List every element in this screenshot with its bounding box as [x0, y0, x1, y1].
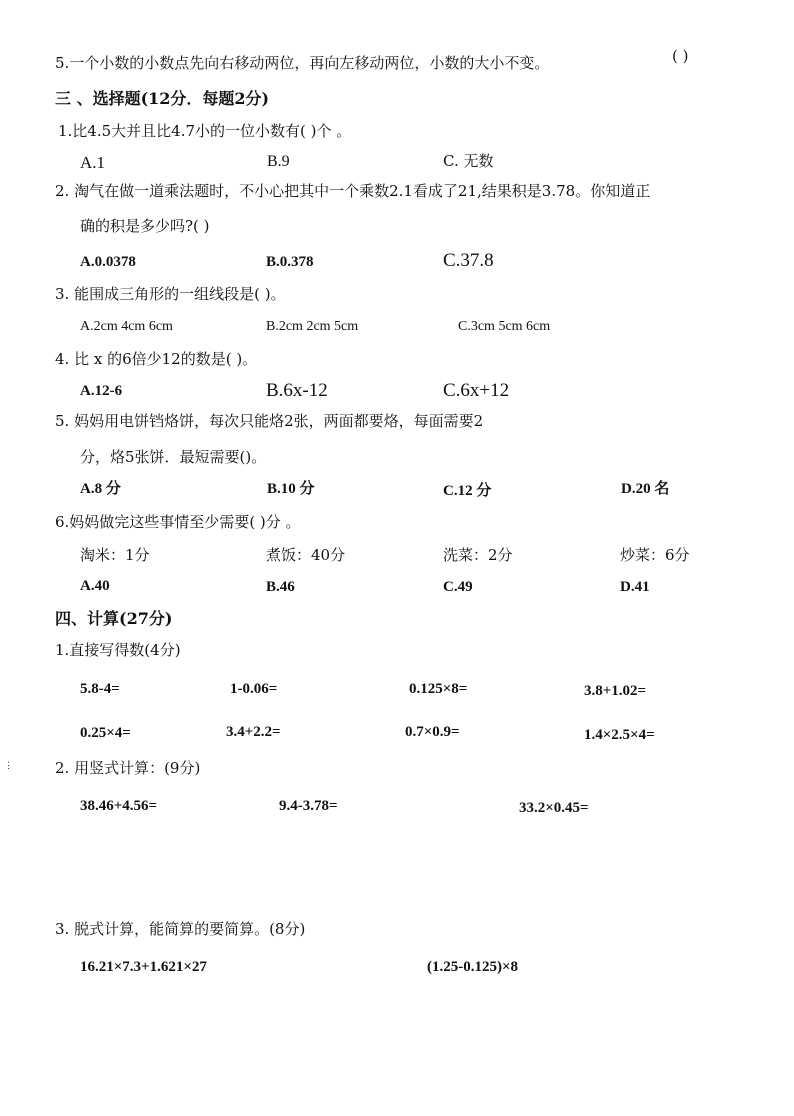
choice-q5-option-c: C.12 分	[443, 483, 492, 499]
choice-q4-option-a: A.12-6	[80, 383, 123, 399]
calc-expression: 3.4+2.2=	[226, 724, 281, 740]
choice-q5-stem: 5. 妈妈用电饼铛烙饼，每次只能烙2张，两面都要烙，每面需要2	[55, 412, 484, 430]
margin-mark: ⋮	[4, 761, 13, 771]
choice-q6-option-b: B.46	[266, 579, 295, 595]
task-item: 淘米：1分	[80, 546, 150, 564]
choice-q6-option-a: A.40	[80, 578, 110, 594]
calc-q1-stem: 1.直接写得数(4分)	[55, 641, 181, 659]
choice-q3-option-a: A.2cm 4cm 6cm	[80, 319, 173, 334]
task-item: 煮饭：40分	[266, 546, 346, 564]
choice-q6-option-d: D.41	[620, 579, 650, 595]
choice-q6-option-c: C.49	[443, 579, 473, 595]
section-title-calc: 四、计算(27分)	[55, 609, 173, 628]
calc-q2-stem: 2. 用竖式计算：(9分)	[55, 759, 201, 777]
task-item: 洗菜：2分	[443, 546, 513, 564]
calc-expression: 0.125×8=	[409, 681, 468, 697]
choice-q5-option-a: A.8 分	[80, 481, 121, 497]
calc-expression: 1-0.06=	[230, 681, 278, 697]
choice-q3-option-b: B.2cm 2cm 5cm	[266, 319, 359, 334]
tf-question-5: 5.一个小数的小数点先向右移动两位，再向左移动两位，小数的大小不变。	[55, 54, 550, 72]
choice-q4-option-c: C.6x+12	[443, 380, 510, 401]
choice-q4-stem: 4. 比 x 的6倍少12的数是( )。	[55, 350, 258, 368]
calc-expression: 0.7×0.9=	[405, 724, 460, 740]
choice-q1-option-b: B.9	[267, 153, 290, 170]
choice-q2-stem: 2. 淘气在做一道乘法题时，不小心把其中一个乘数2.1看成了21,结果积是3.78。你知道正	[55, 182, 651, 200]
section-title-choice: 三 、选择题(12分．每题2分)	[55, 89, 270, 108]
choice-q3-option-c: C.3cm 5cm 6cm	[458, 319, 551, 334]
choice-q2-option-c: C.37.8	[443, 250, 494, 271]
calc-expression: 3.8+1.02=	[584, 683, 647, 699]
choice-q5-option-d: D.20 名	[621, 481, 670, 497]
choice-q2-stem-cont: 确的积是多少吗?( )	[80, 217, 210, 235]
step-calc-item: (1.25-0.125)×8	[427, 959, 519, 975]
choice-q1-stem: 1.比4.5大并且比4.7小的一位小数有( )个 。	[58, 122, 352, 140]
vertical-calc-item: 33.2×0.45=	[519, 800, 589, 816]
choice-q3-stem: 3. 能围成三角形的一组线段是( )。	[55, 285, 286, 303]
choice-q6-stem: 6.妈妈做完这些事情至少需要( )分 。	[55, 513, 301, 531]
step-calc-item: 16.21×7.3+1.621×27	[80, 959, 207, 975]
choice-q4-option-b: B.6x-12	[266, 380, 328, 401]
calc-q3-stem: 3. 脱式计算，能简算的要简算。(8分)	[55, 920, 306, 938]
calc-expression: 5.8-4=	[80, 681, 120, 697]
choice-q1-option-a: A.1	[80, 153, 106, 172]
choice-q5-stem-cont: 分，烙5张饼．最短需要()。	[80, 448, 267, 466]
choice-q1-option-c: C. 无数	[443, 152, 494, 170]
choice-q5-option-b: B.10 分	[267, 481, 315, 497]
choice-q2-option-b: B.0.378	[266, 254, 314, 270]
answer-paren: ( )	[672, 47, 689, 65]
vertical-calc-item: 9.4-3.78=	[279, 798, 338, 814]
choice-q2-option-a: A.0.0378	[80, 254, 136, 270]
calc-expression: 1.4×2.5×4=	[584, 727, 655, 743]
task-item: 炒菜：6分	[620, 546, 690, 564]
calc-expression: 0.25×4=	[80, 725, 131, 741]
vertical-calc-item: 38.46+4.56=	[80, 798, 158, 814]
